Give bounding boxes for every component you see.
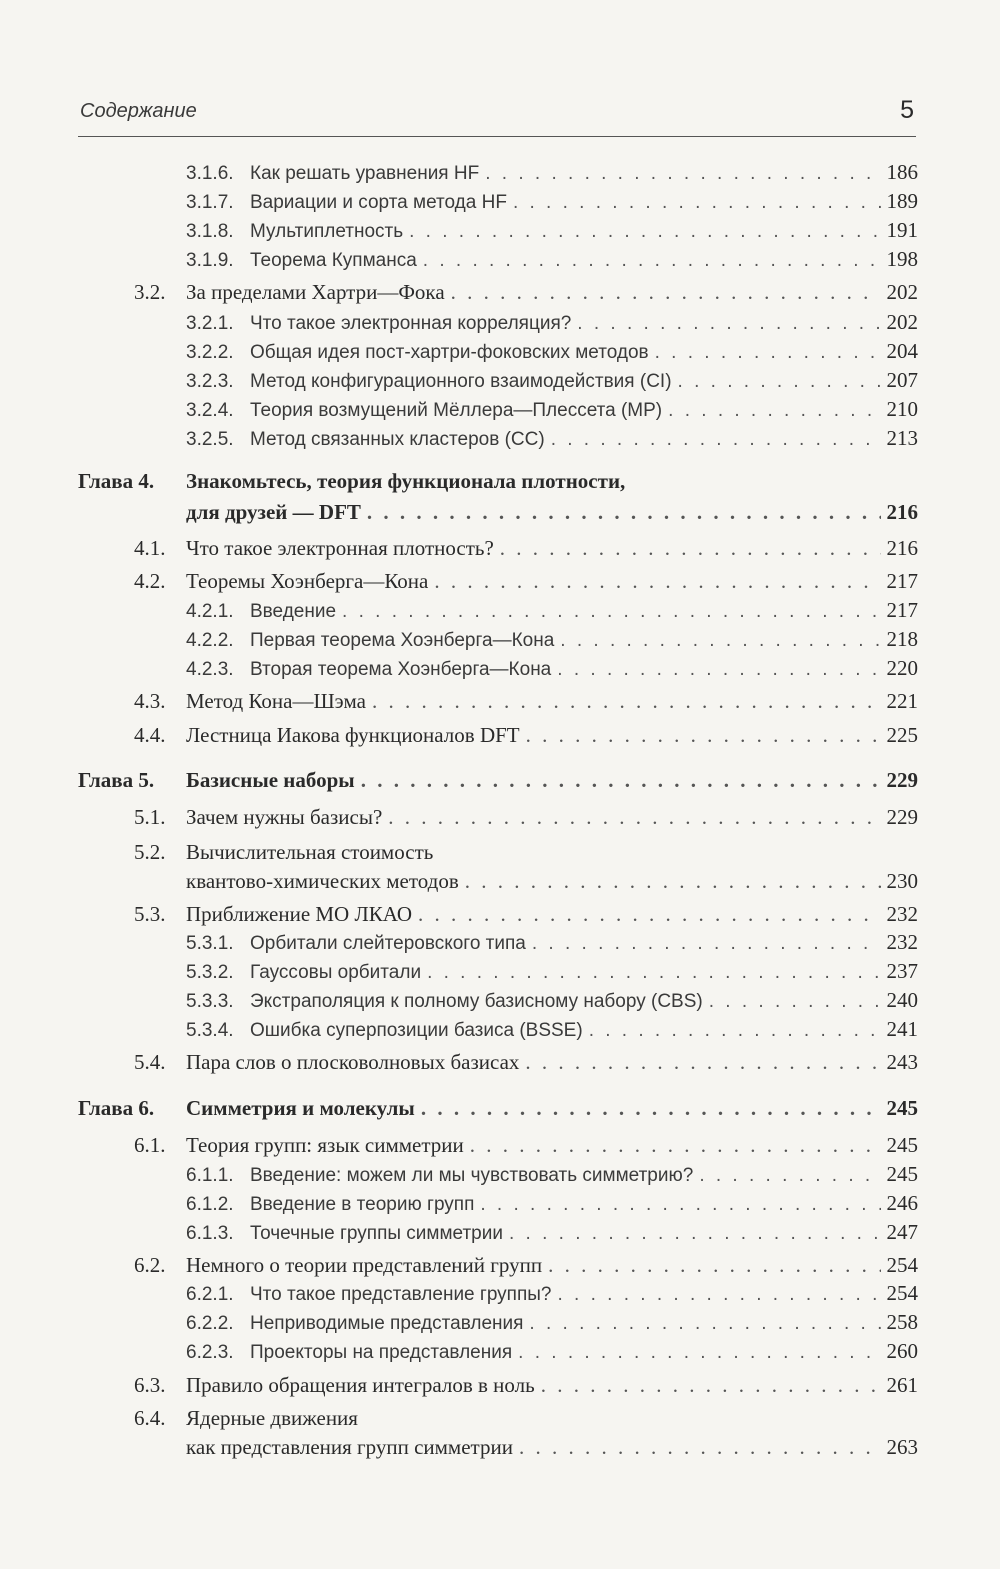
entry-title: Экстраполяция к полному базисному набору (CBS) (250, 991, 703, 1012)
toc-entry[interactable] (186, 930, 918, 955)
entry-page: 216 (886, 536, 918, 560)
entry-number: 5.3.4. (186, 1020, 234, 1041)
entry-number: 3.2.4. (186, 400, 234, 421)
entry-number: 5.3.2. (186, 962, 234, 983)
entry-title: Вычислительная стоимость (186, 840, 434, 864)
toc-entry[interactable] (186, 1220, 918, 1245)
entry-title: Проекторы на представления (250, 1342, 513, 1363)
entry-number: 4.1. (134, 536, 166, 560)
entry-number: 4.2.2. (186, 630, 234, 651)
entry-number: 3.2.1. (186, 313, 234, 334)
entry-number: 4.3. (134, 689, 166, 713)
entry-page: 217 (886, 569, 918, 593)
dot-leader (532, 933, 881, 955)
dot-leader (434, 569, 880, 594)
dot-leader (655, 342, 881, 364)
chapter-heading-line[interactable] (78, 469, 625, 494)
toc-entry[interactable] (186, 397, 918, 422)
entry-page: 245 (886, 1096, 918, 1120)
entry-title: Что такое представление группы? (250, 1284, 552, 1305)
entry-number: 4.2.1. (186, 601, 234, 622)
dot-leader (589, 1020, 881, 1042)
entry-title: Немного о теории представлений групп (186, 1253, 543, 1277)
toc-entry-line[interactable] (134, 840, 433, 865)
entry-title: Орбитали слейтеровского типа (250, 933, 526, 954)
entry-number: 5.3.1. (186, 933, 234, 954)
chapter-title-cont: для друзей — DFT (186, 500, 361, 524)
entry-number: 3.1.9. (186, 250, 234, 271)
entry-title: Ошибка суперпозиции базиса (BSSE) (250, 1020, 583, 1041)
entry-page: 243 (886, 1050, 918, 1074)
dot-leader (560, 630, 880, 652)
entry-number: 6.4. (134, 1406, 166, 1430)
chapter-title: Симметрия и молекулы (186, 1096, 415, 1120)
dot-leader (509, 1223, 881, 1245)
toc-entry[interactable] (186, 247, 918, 272)
entry-page: 202 (886, 280, 918, 304)
toc-entry[interactable] (186, 1435, 918, 1460)
toc-entry[interactable] (186, 869, 918, 894)
entry-number: 3.2.3. (186, 371, 234, 392)
dot-leader (367, 500, 881, 525)
entry-number: 6.3. (134, 1373, 166, 1397)
toc-entry[interactable] (186, 1017, 918, 1042)
entry-title: Вариации и сорта метода HF (250, 192, 507, 213)
toc-entry[interactable] (186, 1281, 918, 1306)
entry-page: 221 (886, 689, 918, 713)
entry-title: Общая идея пост-хартри-фоковских методов (250, 342, 649, 363)
toc-entry[interactable] (134, 1253, 918, 1278)
entry-title: Теоремы Хоэнберга—Кона (186, 569, 429, 593)
dot-leader (577, 313, 880, 335)
dot-leader (558, 1284, 881, 1306)
entry-page: 210 (886, 397, 918, 421)
entry-title: Что такое электронная корреляция? (250, 313, 572, 334)
chapter-title: Знакомьтесь, теория функционала плотности, (186, 469, 626, 493)
toc-entry[interactable] (186, 598, 918, 623)
entry-page: 247 (886, 1220, 918, 1244)
entry-number: 3.1.7. (186, 192, 234, 213)
toc-entry[interactable] (134, 569, 918, 594)
entry-page: 216 (886, 500, 918, 524)
toc-entry[interactable] (186, 627, 918, 652)
toc-entry[interactable] (186, 1310, 918, 1335)
toc-entry[interactable] (186, 339, 918, 364)
entry-title: Что такое электронная плотность? (186, 536, 494, 560)
entry-title: Метод конфигурационного взаимодействия (CI) (250, 371, 672, 392)
entry-title: Теорема Купманса (250, 250, 417, 271)
entry-page: 232 (886, 930, 918, 954)
dot-leader (418, 902, 880, 927)
entry-page: 202 (886, 310, 918, 334)
dot-leader (557, 659, 880, 681)
dot-leader (372, 689, 881, 714)
dot-leader (526, 723, 881, 748)
entry-number: 6.1. (134, 1133, 166, 1157)
entry-title: Гауссовы орбитали (250, 962, 422, 983)
toc-entry[interactable] (134, 1373, 918, 1398)
entry-page: 191 (886, 218, 918, 242)
entry-number: 6.1.2. (186, 1194, 234, 1215)
dot-leader (470, 1133, 881, 1158)
entry-title: Ядерные движения (186, 1406, 358, 1430)
dot-leader (500, 536, 881, 561)
entry-page: 229 (886, 768, 918, 792)
chapter-entry[interactable] (78, 768, 918, 793)
entry-title-cont: как представления групп симметрии (186, 1435, 513, 1459)
dot-leader (421, 1096, 881, 1121)
entry-number: 4.2. (134, 569, 166, 593)
entry-page: 261 (886, 1373, 918, 1397)
entry-title: Вторая теорема Хоэнберга—Кона (250, 659, 552, 680)
entry-number: 6.1.3. (186, 1223, 234, 1244)
toc-entry[interactable] (134, 723, 918, 748)
dot-leader (518, 1342, 880, 1364)
toc-entry[interactable] (134, 280, 918, 305)
dot-leader (668, 400, 880, 422)
toc-entry[interactable] (186, 988, 918, 1013)
entry-title: Теория групп: язык симметрии (186, 1133, 464, 1157)
toc-entry[interactable] (134, 1133, 918, 1158)
entry-number: 3.1.8. (186, 221, 234, 242)
entry-page: 220 (886, 656, 918, 680)
chapter-number: Глава 5. (78, 768, 155, 792)
entry-title: Введение в теорию групп (250, 1194, 475, 1215)
entry-page: 186 (886, 160, 918, 184)
entry-page: 218 (886, 627, 918, 651)
entry-number: 5.1. (134, 805, 166, 829)
entry-title-cont: квантово-химических методов (186, 869, 459, 893)
chapter-number: Глава 6. (78, 1096, 155, 1120)
entry-number: 5.3. (134, 902, 166, 926)
dot-leader (709, 991, 881, 1013)
entry-page: 217 (886, 598, 918, 622)
toc-entry[interactable] (134, 689, 918, 714)
toc-entry[interactable] (186, 1162, 918, 1187)
entry-title: Пара слов о плосковолновых базисах (186, 1050, 520, 1074)
entry-page: 260 (886, 1339, 918, 1363)
entry-page: 230 (886, 869, 918, 893)
entry-page: 245 (886, 1133, 918, 1157)
dot-leader (699, 1165, 880, 1187)
entry-title: Первая теорема Хоэнберга—Кона (250, 630, 555, 651)
entry-title: Зачем нужны базисы? (186, 805, 383, 829)
toc-entry[interactable] (186, 1191, 918, 1216)
entry-title: Приближение МО ЛКАО (186, 902, 413, 926)
entry-page: 258 (886, 1310, 918, 1334)
entry-number: 5.2. (134, 840, 166, 864)
dot-leader (548, 1253, 880, 1278)
toc-entry[interactable] (134, 536, 918, 561)
running-title: Содержание (80, 100, 197, 122)
toc-entry[interactable] (186, 426, 918, 451)
entry-title: Неприводимые представления (250, 1313, 524, 1334)
dot-leader (678, 371, 881, 393)
entry-page: 198 (886, 247, 918, 271)
toc-entry[interactable] (186, 218, 918, 243)
toc-entry[interactable] (186, 310, 918, 335)
entry-number: 3.2.5. (186, 429, 234, 450)
entry-page: 213 (886, 426, 918, 450)
dot-leader (451, 280, 881, 305)
entry-number: 6.2.2. (186, 1313, 234, 1334)
dot-leader (519, 1435, 881, 1460)
dot-leader (342, 601, 880, 623)
toc-entry[interactable] (134, 805, 918, 830)
dot-leader (513, 192, 881, 214)
dot-leader (541, 1373, 881, 1398)
dot-leader (361, 768, 881, 793)
entry-title: Теория возмущений Мёллера—Плессета (MP) (250, 400, 663, 421)
dot-leader (529, 1313, 880, 1335)
toc-entry-line[interactable] (134, 1406, 358, 1431)
entry-number: 6.2. (134, 1253, 166, 1277)
entry-page: 241 (886, 1017, 918, 1041)
entry-number: 4.2.3. (186, 659, 234, 680)
entry-number: 5.4. (134, 1050, 166, 1074)
toc-entry[interactable] (186, 959, 918, 984)
entry-number: 3.2.2. (186, 342, 234, 363)
chapter-title: Базисные наборы (186, 768, 355, 792)
entry-page: 232 (886, 902, 918, 926)
entry-title: Введение (250, 601, 337, 622)
toc-entry[interactable] (186, 656, 918, 681)
dot-leader (551, 429, 881, 451)
entry-number: 3.2. (134, 280, 166, 304)
dot-leader (480, 1194, 880, 1216)
entry-number: 3.1.6. (186, 163, 234, 184)
entry-number: 6.2.1. (186, 1284, 234, 1305)
entry-title: За пределами Хартри—Фока (186, 280, 445, 304)
entry-number: 5.3.3. (186, 991, 234, 1012)
toc-entry[interactable] (134, 1050, 918, 1075)
entry-number: 4.4. (134, 723, 166, 747)
toc-entry[interactable] (134, 902, 918, 927)
dot-leader (525, 1050, 880, 1075)
dot-leader (409, 221, 880, 243)
toc-entry[interactable] (186, 160, 918, 185)
entry-page: 204 (886, 339, 918, 363)
dot-leader (427, 962, 880, 984)
entry-page: 254 (886, 1253, 918, 1277)
toc-entry[interactable] (186, 189, 918, 214)
dot-leader (485, 163, 880, 185)
entry-page: 254 (886, 1281, 918, 1305)
entry-number: 6.1.1. (186, 1165, 234, 1186)
dot-leader (423, 250, 881, 272)
entry-title: Как решать уравнения HF (250, 163, 480, 184)
entry-page: 229 (886, 805, 918, 829)
entry-page: 245 (886, 1162, 918, 1186)
dot-leader (388, 805, 880, 830)
chapter-number: Глава 4. (78, 469, 155, 493)
entry-page: 207 (886, 368, 918, 392)
entry-page: 240 (886, 988, 918, 1012)
entry-page: 189 (886, 189, 918, 213)
entry-title: Точечные группы симметрии (250, 1223, 503, 1244)
page-number: 5 (900, 96, 914, 124)
toc-entry[interactable] (186, 1339, 918, 1364)
entry-title: Мультиплетность (250, 221, 404, 242)
entry-page: 225 (886, 723, 918, 747)
entry-title: Правило обращения интегралов в ноль (186, 1373, 535, 1397)
chapter-entry[interactable] (186, 500, 918, 525)
dot-leader (465, 869, 881, 894)
entry-title: Введение: можем ли мы чувствовать симметрию? (250, 1165, 694, 1186)
entry-page: 246 (886, 1191, 918, 1215)
entry-title: Метод связанных кластеров (CC) (250, 429, 545, 450)
entry-page: 237 (886, 959, 918, 983)
chapter-entry[interactable] (78, 1096, 918, 1121)
entry-title: Метод Кона—Шэма (186, 689, 366, 713)
entry-number: 6.2.3. (186, 1342, 234, 1363)
entry-title: Лестница Иакова функционалов DFT (186, 723, 520, 747)
entry-page: 263 (886, 1435, 918, 1459)
toc-entry[interactable] (186, 368, 918, 393)
